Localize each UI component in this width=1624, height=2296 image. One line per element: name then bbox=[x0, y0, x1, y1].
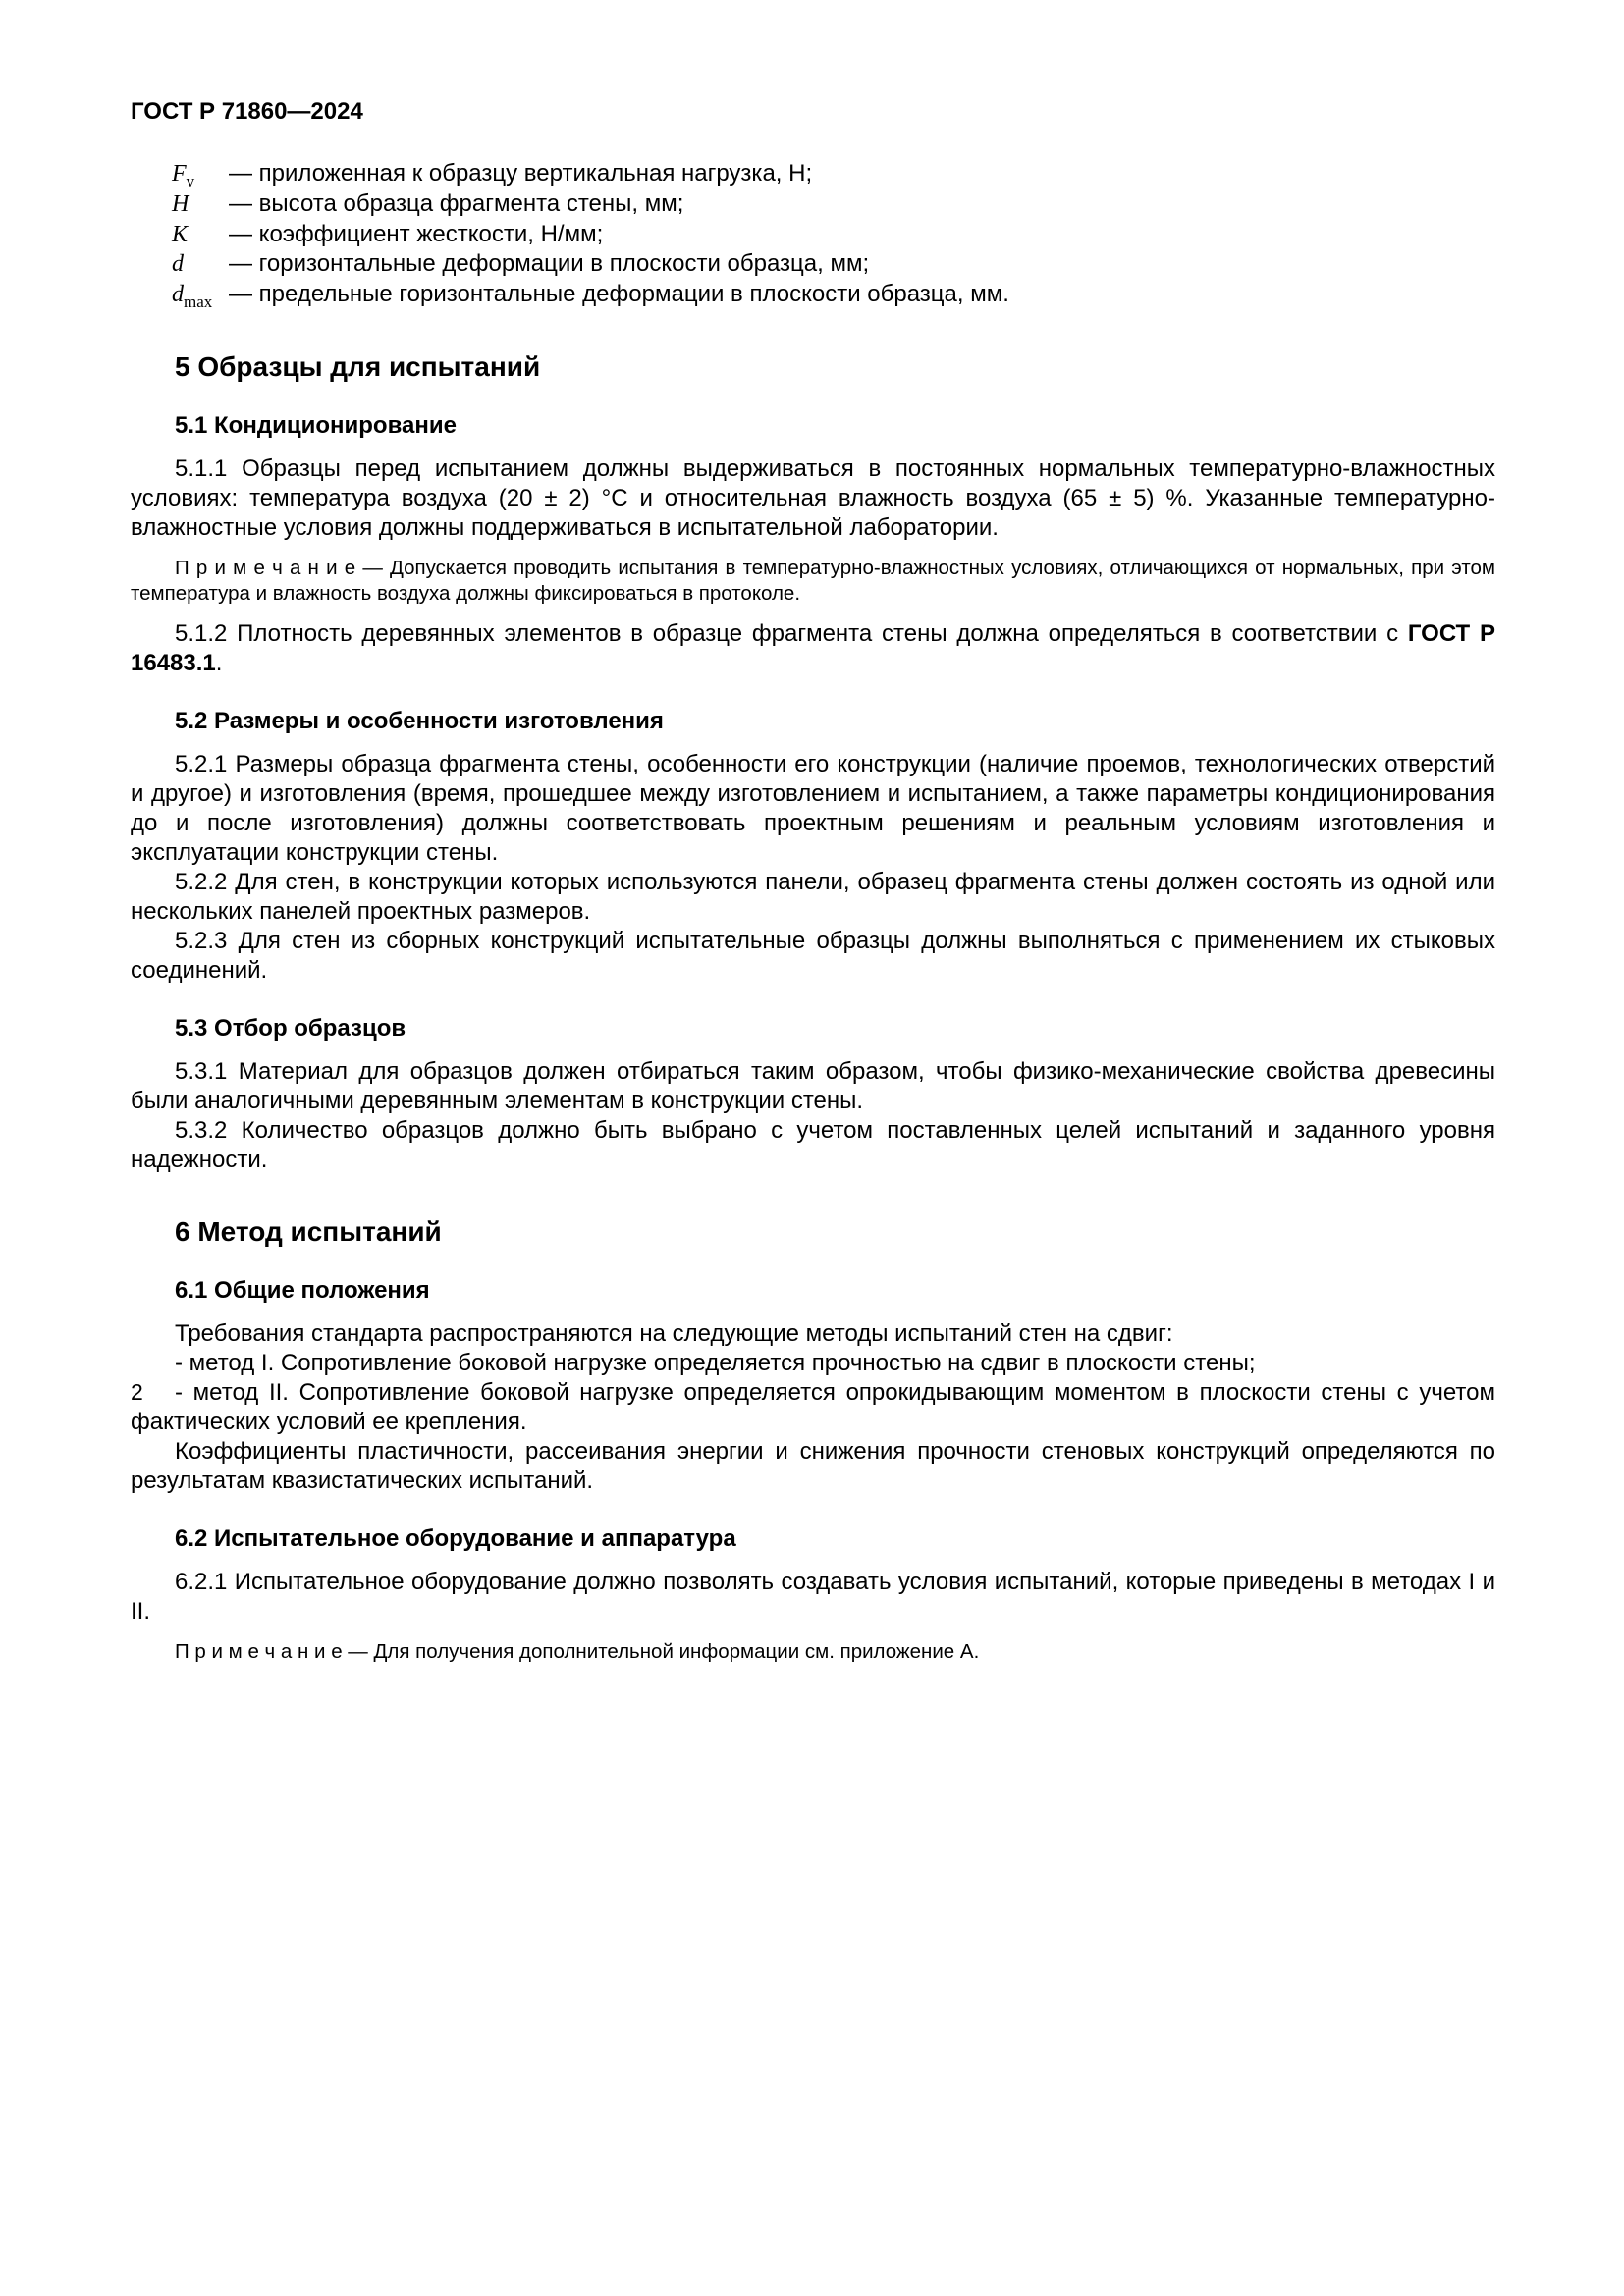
paragraph-6-2-1: 6.2.1 Испытательное оборудование должно позволять создавать условия испытаний, которые приведены в методах I и II. bbox=[131, 1568, 1495, 1625]
paragraph-5-1-2 bbox=[131, 619, 1495, 678]
note-5-1 bbox=[131, 556, 1495, 607]
paragraph-6-1-intro: Требования стандарта распространяются на следующие методы испытаний стен на сдвиг: bbox=[175, 1319, 1173, 1347]
note-6-2 bbox=[131, 1639, 1495, 1665]
definition-text: — приложенная к образцу вертикальная нагрузка, Н; bbox=[229, 160, 813, 187]
gost-reference: ГОСТ Р 16483.1 bbox=[131, 619, 1496, 676]
section-5-title: 5 Образцы для испытаний bbox=[175, 350, 541, 382]
paragraph-text: 5.1.2 Плотность деревянных элементов в образце фрагмента стены должна определяться в соответствии с bbox=[175, 619, 1408, 647]
document-header: ГОСТ Р 71860—2024 bbox=[131, 98, 363, 125]
definition-text: — предельные горизонтальные деформации в плоскости образца, мм. bbox=[229, 281, 1009, 308]
note-text: — Допускается проводить испытания в температурно-влажностных условиях, отличающихся от нормальных, при этом температура и влажность воздуха должны фиксироваться в протоколе. bbox=[131, 556, 1495, 605]
definition-row bbox=[131, 189, 1495, 220]
paragraph-5-2-1: 5.2.1 Размеры образца фрагмента стены, особенности его конструкции (наличие проемов, технологических отверстий и другое) и изготовления (время, прошедшее между изготовлением и испытанием, а также параметры кондиционирования до и после изготовления) должны соответствовать проектным решениям и реальным условиям изготовления и эксплуатации конструкции стены. bbox=[131, 750, 1495, 866]
subsection-6-2-title: 6.2 Испытательное оборудование и аппаратура bbox=[175, 1524, 736, 1552]
subsection-5-3-title: 5.3 Отбор образцов bbox=[175, 1014, 406, 1041]
subsection-5-1-title: 5.1 Кондиционирование bbox=[175, 411, 457, 439]
definition-row bbox=[131, 249, 1495, 280]
definition-list bbox=[131, 159, 1495, 310]
note-text: — Для получения дополнительной информации см. приложение А. bbox=[342, 1639, 980, 1663]
note-label: П р и м е ч а н и е bbox=[175, 1639, 343, 1663]
subsection-6-1-title: 6.1 Общие положения bbox=[175, 1276, 430, 1304]
subsection-5-2-title: 5.2 Размеры и особенности изготовления bbox=[175, 707, 664, 734]
symbol-dmax bbox=[172, 280, 229, 310]
section-6-title: 6 Метод испытаний bbox=[175, 1215, 442, 1247]
symbol-K bbox=[172, 220, 229, 250]
definition-row bbox=[131, 280, 1495, 310]
paragraph-text: . bbox=[215, 649, 223, 676]
paragraph-method-1: - метод I. Сопротивление боковой нагрузке определяется прочностью на сдвиг в плоскости стены; bbox=[175, 1349, 1256, 1376]
symbol-d bbox=[172, 249, 229, 280]
paragraph-6-1-coefficients: Коэффициенты пластичности, рассеивания энергии и снижения прочности стеновых конструкций определяются по результатам квазистатических испытаний. bbox=[131, 1437, 1495, 1494]
paragraph-method-2: - метод II. Сопротивление боковой нагрузке определяется опрокидывающим моментом в плоскости стены с учетом фактических условий ее крепления. bbox=[131, 1378, 1495, 1435]
symbol-letter: K bbox=[172, 221, 189, 247]
symbol-letter: F bbox=[172, 161, 187, 187]
symbol-letter: d bbox=[172, 251, 184, 278]
paragraph-5-2-2: 5.2.2 Для стен, в конструкции которых используются панели, образец фрагмента стены должен состоять из одной или нескольких панелей проектных размеров. bbox=[131, 868, 1495, 925]
definition-row bbox=[131, 220, 1495, 250]
symbol-H bbox=[172, 189, 229, 220]
definition-text: — горизонтальные деформации в плоскости образца, мм; bbox=[229, 250, 870, 278]
page-number: 2 bbox=[131, 1379, 143, 1405]
definition-row bbox=[131, 159, 1495, 189]
definition-text: — коэффициент жесткости, Н/мм; bbox=[229, 220, 604, 247]
symbol-subscript: v bbox=[186, 171, 195, 190]
symbol-subscript: max bbox=[184, 292, 213, 311]
symbol-letter: H bbox=[172, 190, 189, 217]
paragraph-5-3-1: 5.3.1 Материал для образцов должен отбираться таким образом, чтобы физико-механические свойства древесины были аналогичными деревянным элементам в конструкции стены. bbox=[131, 1057, 1495, 1114]
paragraph-5-1-1: 5.1.1 Образцы перед испытанием должны выдерживаться в постоянных нормальных температурно-влажностных условиях: температура воздуха (20 ± 2) °С и относительная влажность воздуха (65 ± 5) %. Указанные температурно-влажностные условия должны поддерживаться в испытательной лаборатории. bbox=[131, 454, 1495, 541]
paragraph-5-2-3: 5.2.3 Для стен из сборных конструкций испытательные образцы должны выполняться с применением их стыковых соединений. bbox=[131, 927, 1495, 984]
paragraph-5-3-2: 5.3.2 Количество образцов должно быть выбрано с учетом поставленных целей испытаний и заданного уровня надежности. bbox=[131, 1116, 1495, 1173]
note-label: П р и м е ч а н и е bbox=[175, 556, 356, 579]
symbol-letter: d bbox=[172, 282, 184, 308]
symbol-Fv bbox=[172, 159, 229, 189]
definition-text: — высота образца фрагмента стены, мм; bbox=[229, 189, 684, 217]
